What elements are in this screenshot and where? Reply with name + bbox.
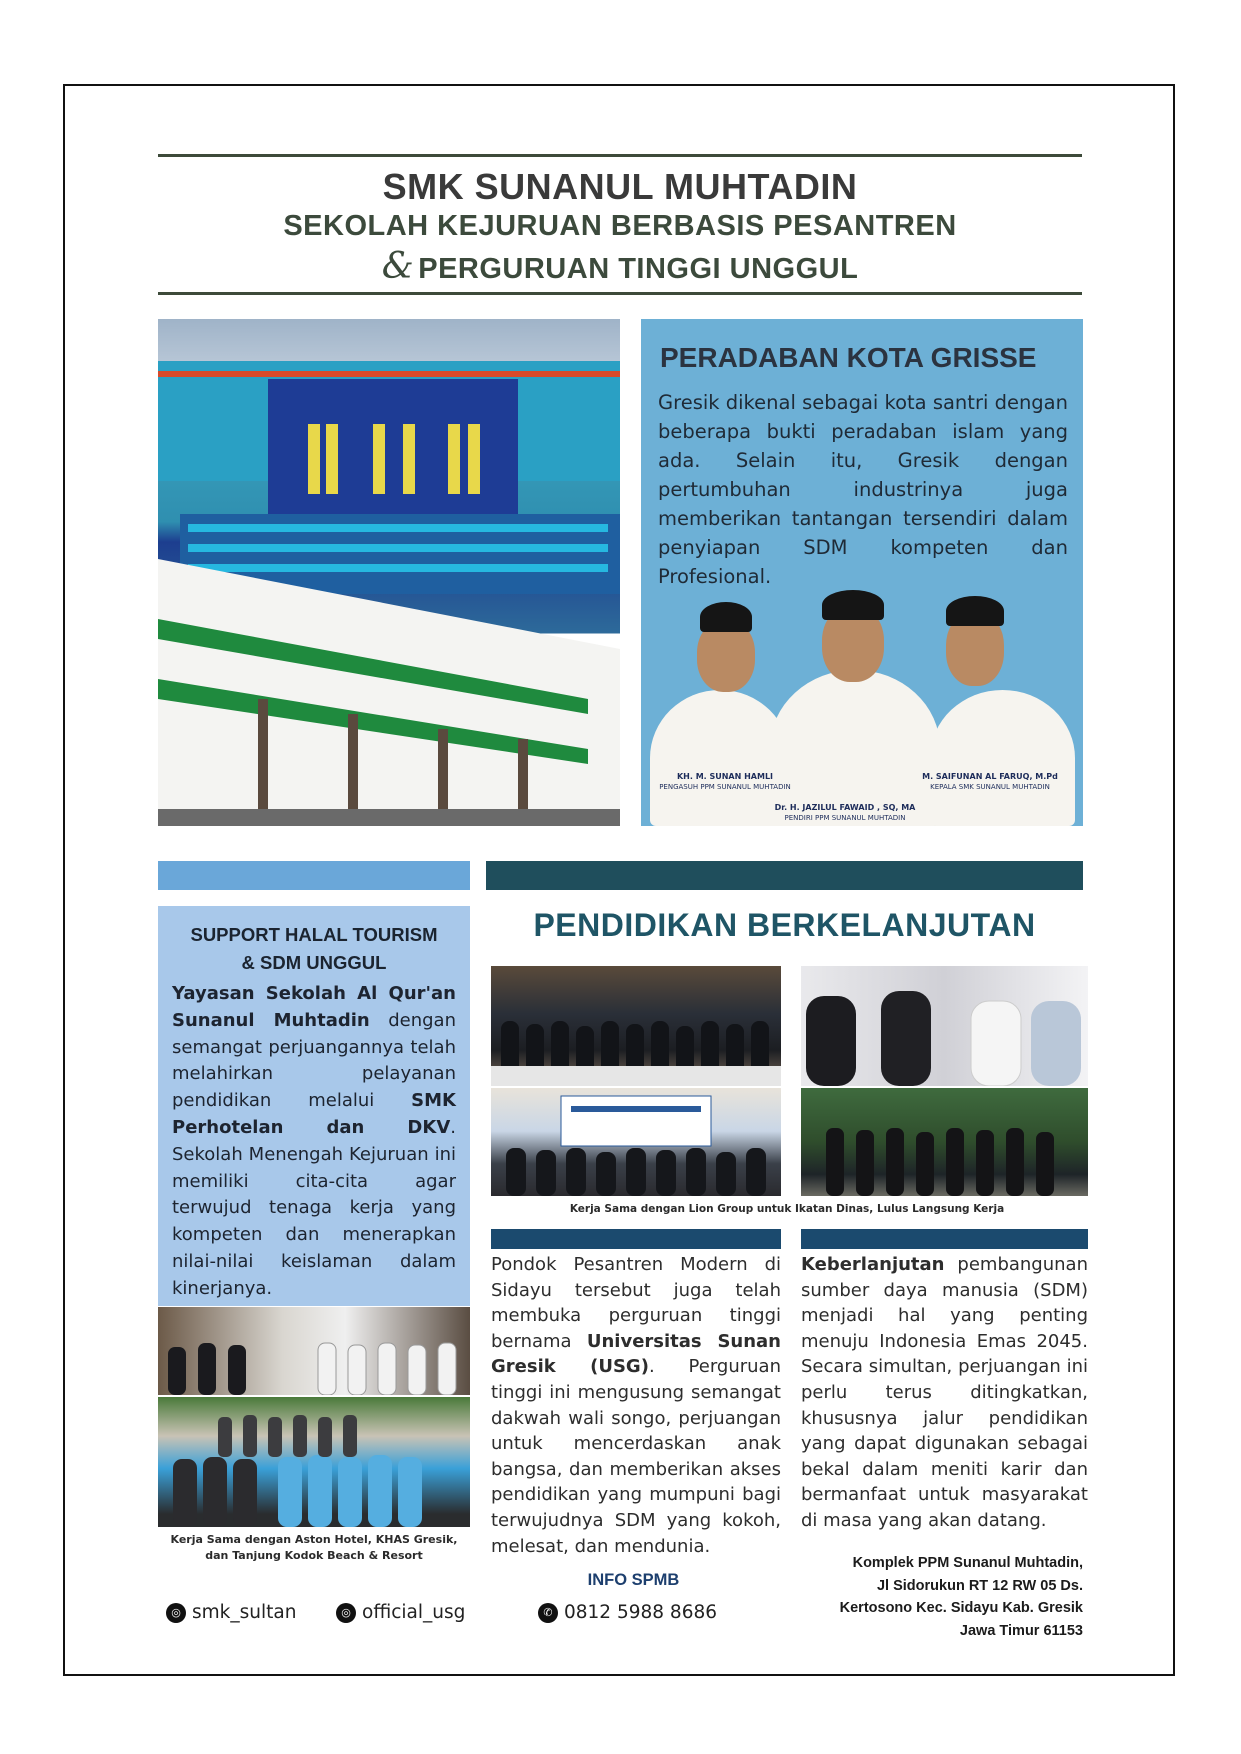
meeting-photo-1: [491, 966, 781, 1086]
keberlanjutan-paragraph: [801, 1252, 1088, 1534]
gresik-title: PERADABAN KOTA GRISSE: [660, 342, 1037, 373]
halal-title: [158, 921, 470, 977]
instagram-icon: ◎: [336, 1603, 356, 1623]
seminar-figures: [491, 1088, 781, 1196]
gresik-body: Gresik dikenal sebagai kota santri dengan beberapa bukti peradaban islam yang ada. Selain itu, Gresik dengan pertumbuhan industrinya juga memberikan tantangan tersendiri dalam penyiapan SDM kompeten dan Profesional.: [658, 391, 1068, 588]
person-3-cap: [946, 596, 1004, 626]
halal-title-line1: SUPPORT HALAL TOURISM: [190, 924, 438, 945]
ampersand: &: [381, 246, 415, 287]
handshake-photo: [801, 966, 1088, 1086]
address-block: [795, 1552, 1083, 1642]
person-1-cap: [700, 602, 752, 632]
building-illustration: [158, 319, 620, 826]
person-3-body: [930, 690, 1075, 826]
students-group-photo: [158, 1397, 470, 1527]
pendidikan-title: PENDIDIKAN BERKELANJUTAN: [533, 907, 1036, 943]
halal-body-part3: . Sekolah Menengah Kejuruan ini memiliki cita-cita agar terwujud tenaga kerja yang kompeten dan menerapkan nilai-nilai keislaman dalam kinerjanya.: [172, 1116, 456, 1299]
column-bar-right: [801, 1229, 1088, 1249]
usg-part1: Pondok Pesantren Modern di Sidayu tersebut juga telah membuka perguruan tinggi bernama: [491, 1254, 781, 1352]
outdoor-group-photo: [801, 1088, 1088, 1196]
person-3-name: M. SAIFUNAN AL FARUQ, M.Pd: [922, 772, 1058, 781]
school-title: SMK SUNANUL MUHTADIN: [382, 166, 858, 207]
students-figures: [158, 1397, 470, 1527]
outdoor-figures: [801, 1088, 1088, 1196]
handshake-figures: [801, 966, 1088, 1086]
keberlanjutan-bold: Keberlanjutan: [801, 1254, 945, 1275]
instagram-usg-handle: official_usg: [362, 1602, 466, 1623]
phone-number: 0812 5988 8686: [564, 1602, 718, 1623]
usg-paragraph: [491, 1252, 781, 1559]
column-bar-left: [491, 1229, 781, 1249]
person-3-role: KEPALA SMK SUNANUL MUHTADIN: [930, 783, 1050, 791]
person-2-role: PENDIRI PPM SUNANUL MUHTADIN: [784, 814, 906, 822]
hotel-caption: Kerja Sama dengan Aston Hotel, KHAS Gresik, dan Tanjung Kodok Beach & Resort: [170, 1533, 458, 1562]
header-top-rule: [158, 154, 1082, 157]
halal-body-bold1: Yayasan Sekolah Al Qur'an Sunanul Muhtadin: [172, 983, 456, 1031]
halal-body: [172, 981, 456, 1303]
whatsapp-icon: ✆: [538, 1603, 558, 1623]
subtitle-line2-text: PERGURUAN TINGGI UNGGUL: [418, 253, 859, 285]
address-line1: Komplek PPM Sunanul Muhtadin,: [852, 1555, 1083, 1571]
address-line4: Jawa Timur 61153: [959, 1622, 1083, 1639]
halal-body-bold2: SMK Perhotelan dan DKV: [172, 1090, 456, 1138]
person-2-cap: [822, 590, 884, 620]
usg-bold: Universitas Sunan Gresik (USG): [491, 1330, 781, 1378]
person-2-name: Dr. H. JAZILUL FAWAID , SQ, MA: [774, 803, 916, 812]
halal-title-line2: & SDM UNGGUL: [241, 952, 387, 973]
address-line2: Jl Sidorukun RT 12 RW 05 Ds.: [876, 1577, 1083, 1594]
halal-body-part2: dengan semangat perjuangannya telah melahirkan pelayanan pendidikan melalui: [172, 1009, 456, 1112]
group-figures: [491, 966, 781, 1086]
info-spmb-label: INFO SPMB: [587, 1571, 680, 1589]
usg-part2: . Perguruan tinggi ini mengusung semangat dakwah wali songo, perjuangan untuk mencerdaskan anak bangsa, dan memberikan akses pendidikan yang mumpuni bagi terwujudnya SDM yang kokoh, melesat, dan mendunia.: [491, 1356, 781, 1557]
address-line3: Kertosono Kec. Sidayu Kab. Gresik: [839, 1600, 1083, 1616]
whatsapp-contact[interactable]: [538, 1602, 717, 1623]
campus-building-photo: [158, 319, 620, 826]
instagram-usg[interactable]: [336, 1602, 465, 1623]
person-1-role: PENGASUH PPM SUNANUL MUHTADIN: [659, 783, 791, 791]
instagram-icon: ◎: [166, 1603, 186, 1623]
school-subtitle-line1: SEKOLAH KEJURUAN BERBASIS PESANTREN: [283, 210, 957, 242]
hotel-figures: [158, 1307, 470, 1395]
school-subtitle-line2: [158, 246, 1082, 287]
lion-group-caption: Kerja Sama dengan Lion Group untuk Ikatan Dinas, Lulus Langsung Kerja: [569, 1203, 1005, 1215]
hotel-partners-photo: [158, 1307, 470, 1395]
meeting-photo-2: [491, 1088, 781, 1196]
section-bar-dark: [486, 861, 1083, 890]
header-bottom-rule: [158, 292, 1082, 295]
section-bar-light: [158, 861, 470, 890]
person-1-name: KH. M. SUNAN HAMLI: [676, 772, 774, 781]
instagram-smk[interactable]: [166, 1602, 296, 1623]
keberlanjutan-part: pembangunan sumber daya manusia (SDM) menjadi hal yang penting menuju Indonesia Emas 2045. Secara simultan, perjuangan ini perlu terus ditingkatkan, khususnya jalur pendidikan yang dapat digunakan sebagai bekal dalam meniti karir dan bermanfaat untuk masyarakat di masa yang akan datang.: [801, 1254, 1088, 1531]
instagram-smk-handle: smk_sultan: [192, 1602, 297, 1623]
